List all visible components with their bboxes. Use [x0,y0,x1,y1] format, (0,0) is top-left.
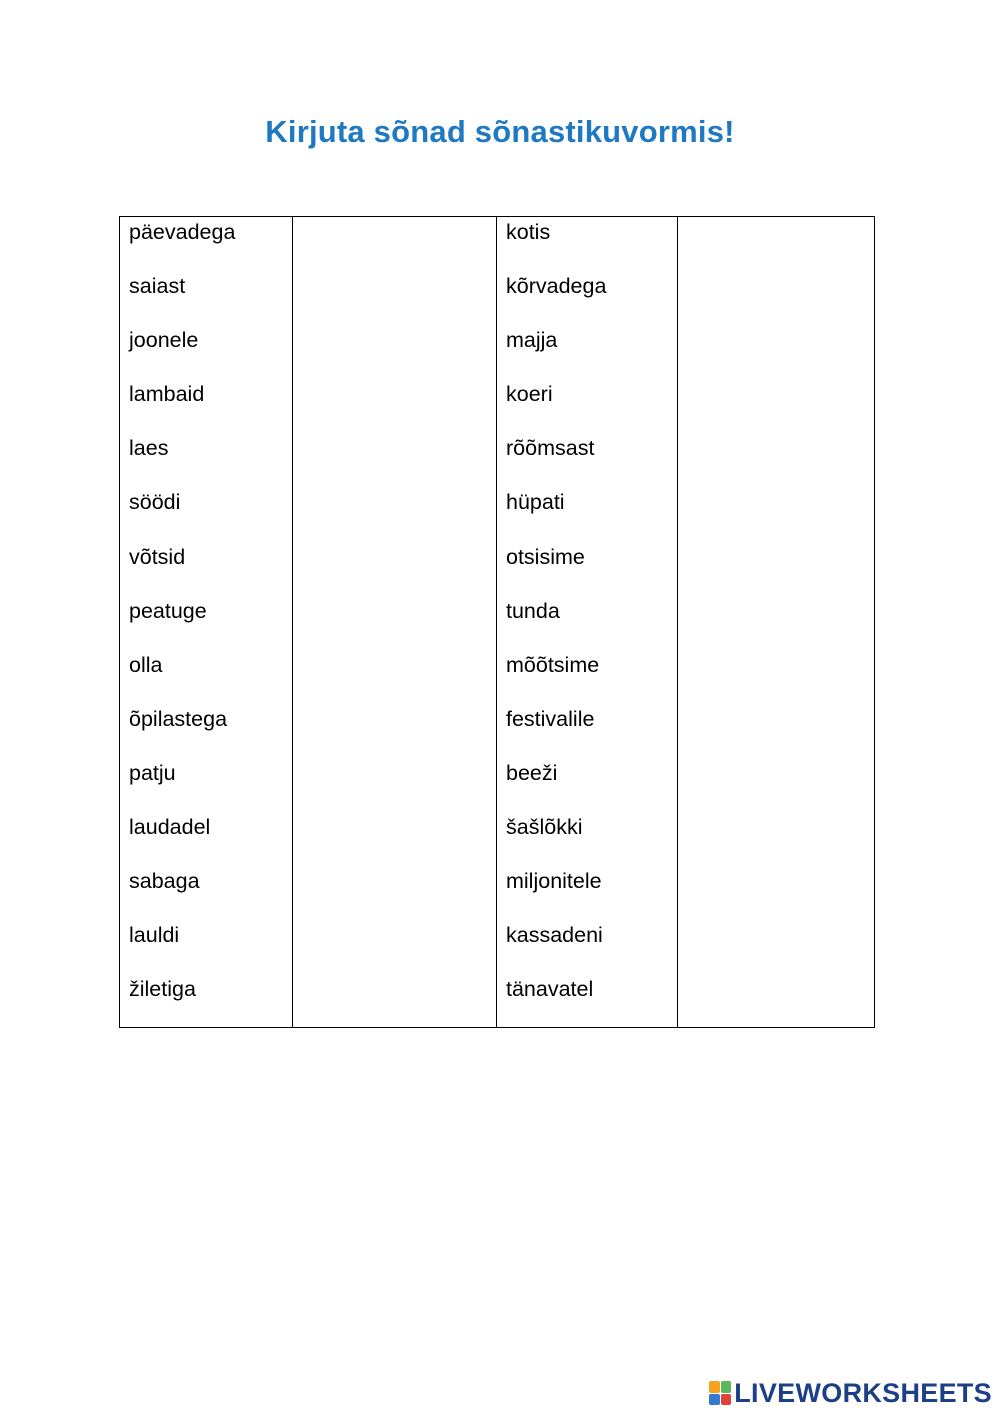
word-item: miljonitele [506,869,602,894]
brand-text: LIVEWORKSHEETS [734,1377,992,1408]
word-item: majja [506,328,558,353]
left-answer-column[interactable] [293,217,497,1027]
word-item: kassadeni [506,923,603,948]
word-item: olla [129,652,163,677]
word-item: lauldi [129,923,180,948]
word-item: tunda [506,598,560,623]
word-item: otsisime [506,544,585,569]
word-item: rõõmsast [506,436,595,461]
word-item: koeri [506,382,553,407]
word-item: õpilastega [129,706,228,731]
word-item: söödi [129,490,181,515]
word-table [119,216,875,1028]
right-word-list [506,217,606,1028]
liveworksheets-logo [709,1375,992,1411]
word-item: kõrvadega [506,274,607,299]
left-words-column [120,217,293,1027]
word-item: šašlõkki [506,815,583,840]
word-item: tänavatel [506,977,594,1002]
word-item: festivalile [506,706,595,731]
word-item: patju [129,760,176,785]
word-item: sabaga [129,869,200,894]
word-item: päevadega [129,220,236,244]
word-item: mõõtsime [506,652,600,677]
logo-square-icon [709,1394,720,1406]
word-item: lambaid [129,382,205,407]
word-item: laudadel [129,815,211,840]
word-item: laes [129,436,169,461]
logo-square-icon [721,1394,732,1406]
word-item: kotis [506,220,551,244]
liveworksheets-logo-icon [709,1381,731,1405]
word-item: žiletiga [129,977,196,1002]
word-item: joonele [129,328,199,353]
left-word-list [129,217,235,1028]
word-item: hüpati [506,490,565,515]
right-answer-column[interactable] [678,217,874,1027]
word-item: võtsid [129,544,186,569]
worksheet-title: Kirjuta sõnad sõnastikuvormis! [265,114,735,149]
word-item: beeži [506,760,558,785]
word-item: saiast [129,274,186,299]
word-item: peatuge [129,598,207,623]
logo-square-icon [721,1381,732,1393]
logo-square-icon [709,1381,720,1393]
right-words-column [497,217,678,1027]
